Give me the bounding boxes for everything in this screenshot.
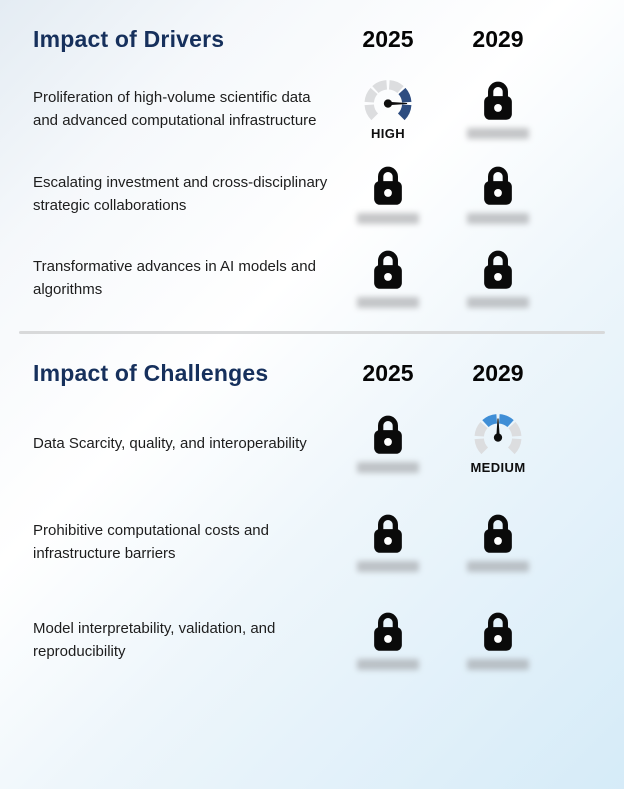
lock-icon: [480, 512, 516, 556]
impact-cell-2025-locked[interactable]: [333, 412, 443, 474]
challenge-row-computational-costs: [0, 511, 624, 573]
gauge-rating-label: HIGH: [370, 126, 406, 141]
redacted-rating: [357, 297, 419, 308]
impact-cell-2029-locked[interactable]: [443, 163, 553, 225]
driver-label: Proliferation of high-volume scientific data and advanced computational infrastructure: [33, 89, 317, 129]
gauge-high-icon: [359, 77, 417, 124]
challenges-col-2029: 2029: [472, 360, 524, 386]
challenge-label: Data Scarcity, quality, and interoperability: [33, 434, 307, 452]
lock-icon: [370, 512, 406, 556]
impact-cell-2029-gauge-medium: [443, 411, 553, 475]
lock-icon: [370, 164, 406, 208]
driver-row-investment: [0, 163, 624, 225]
redacted-rating: [357, 213, 419, 224]
driver-label: Escalating investment and cross-disciplinary strategic collaborations: [33, 174, 328, 214]
impact-cell-2029-locked[interactable]: [443, 247, 553, 309]
redacted-rating: [467, 297, 529, 308]
bottom-margin: [0, 789, 624, 795]
challenge-row-interpretability: [0, 609, 624, 671]
gauge-medium-icon: [469, 411, 527, 458]
impact-cell-2029-locked[interactable]: [443, 609, 553, 671]
drivers-header-row: [0, 26, 624, 53]
section-divider: [19, 331, 605, 334]
lock-icon: [480, 248, 516, 292]
redacted-rating: [357, 561, 419, 572]
lock-icon: [480, 79, 516, 123]
redacted-rating: [467, 659, 529, 670]
driver-label: Transformative advances in AI models and algorithms: [33, 258, 316, 298]
impact-cell-2025-locked[interactable]: [333, 609, 443, 671]
drivers-col-2029: 2029: [472, 26, 524, 52]
challenge-row-data-scarcity: [0, 411, 624, 475]
redacted-rating: [357, 462, 419, 473]
redacted-rating: [467, 213, 529, 224]
challenges-col-2025: 2025: [362, 360, 414, 386]
impact-cell-2029-locked[interactable]: [443, 511, 553, 573]
drivers-col-2025: 2025: [362, 26, 414, 52]
impact-cell-2025-locked[interactable]: [333, 511, 443, 573]
drivers-section-title: Impact of Drivers: [33, 26, 225, 52]
impact-cell-2025-locked[interactable]: [333, 163, 443, 225]
impact-cell-2025-gauge-high: [333, 77, 443, 141]
challenge-label: Model interpretability, validation, and reproducibility: [33, 620, 276, 660]
lock-icon: [370, 413, 406, 457]
gauge-rating-label: MEDIUM: [470, 460, 526, 475]
challenges-section-title: Impact of Challenges: [33, 360, 269, 386]
redacted-rating: [467, 128, 529, 139]
lock-icon: [480, 610, 516, 654]
driver-row-data-proliferation: [0, 77, 624, 141]
impact-cell-2025-locked[interactable]: [333, 247, 443, 309]
challenges-header-row: [0, 360, 624, 387]
redacted-rating: [357, 659, 419, 670]
redacted-rating: [467, 561, 529, 572]
challenge-label: Prohibitive computational costs and infrastructure barriers: [33, 522, 269, 562]
driver-row-ai-advances: [0, 247, 624, 309]
lock-icon: [480, 164, 516, 208]
lock-icon: [370, 610, 406, 654]
lock-icon: [370, 248, 406, 292]
impact-cell-2029-locked[interactable]: [443, 78, 553, 140]
